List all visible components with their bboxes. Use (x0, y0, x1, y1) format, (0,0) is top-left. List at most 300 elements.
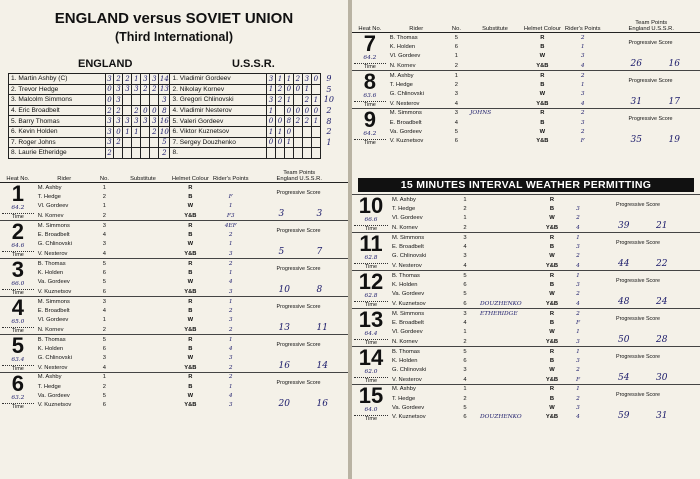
team-points-cell (250, 249, 348, 259)
helmet-colour: B (549, 281, 555, 288)
heat-time-label: Time (354, 339, 388, 346)
england-progressive-score: 26 (630, 59, 642, 69)
england-rider-score: 3 (141, 116, 150, 127)
england-rider-score: 2 (105, 148, 114, 159)
rider-points: 2 (576, 215, 580, 222)
progressive-score-label: Progressive Score (628, 115, 673, 122)
rider-number: 1 (102, 203, 107, 210)
rider-substitute (468, 118, 522, 127)
heat-number-cell (352, 233, 390, 271)
heat-rider-row (0, 401, 348, 410)
rider-number: 6 (102, 345, 107, 352)
roster-row (9, 74, 338, 85)
rider-substitute (116, 287, 170, 297)
england-progressive-score: 20 (278, 398, 290, 409)
england-rider-score: 3 (105, 137, 114, 148)
heat-number: 12 (358, 269, 384, 294)
rider-points: 3 (228, 317, 233, 324)
rider-number: 4 (102, 250, 107, 257)
rider-points: 1 (576, 386, 580, 393)
ussr-rider-name: 4. Vladimir Nesterov (170, 105, 267, 116)
roster-row (9, 148, 338, 159)
england-rider-score: 3 (150, 116, 159, 127)
heat-header-helmet: Helmet Colour (522, 20, 563, 33)
ussr-rider-score (302, 126, 311, 137)
ussr-rider-score (293, 148, 302, 159)
england-rider-score (141, 148, 150, 159)
rider-points: 3 (228, 250, 233, 257)
helmet-colour: B (540, 119, 545, 126)
england-rider-score: 3 (114, 116, 123, 127)
england-progressive-score: 35 (630, 134, 642, 145)
rider-name: B. Thomas (37, 336, 66, 343)
rider-substitute (478, 337, 538, 347)
helmet-colour: B (188, 307, 193, 314)
helmet-colour: W (549, 404, 555, 411)
heat-time-value: 63.2 (11, 395, 25, 401)
rider-substitute: DOUZHENKO (480, 300, 522, 307)
rider-number: 4 (102, 364, 107, 371)
heat-number: 2 (11, 219, 24, 244)
heat-number-cell (0, 297, 36, 335)
progressive-score-label: Progressive Score (276, 379, 321, 386)
rider-points: F (228, 193, 233, 200)
ussr-rider-name: 7. Sergey Douzhenko (170, 137, 267, 148)
rider-number: 4 (463, 319, 467, 326)
heat-header-heat: Heat No. (352, 20, 388, 33)
heat-number-cell (352, 347, 390, 385)
rider-points: 1 (580, 81, 585, 88)
rider-points: 2 (576, 253, 580, 260)
ussr-rider-score (311, 126, 320, 137)
heat-time-label: Time (354, 225, 388, 232)
rider-name: G. Chlinovski (392, 253, 427, 260)
england-rider-name: 5. Barry Thomas (9, 116, 106, 127)
helmet-colour: Y&B (545, 414, 559, 421)
programme-subtitle: (Third International) (114, 30, 234, 44)
rider-substitute (478, 328, 538, 338)
rider-number: 6 (102, 288, 107, 295)
ussr-rider-total (320, 148, 337, 159)
helmet-colour: Y&B (545, 376, 559, 383)
ussr-rider-score (293, 126, 302, 137)
rider-substitute: ETHERIDGE (480, 310, 518, 317)
rider-points: 2 (228, 374, 233, 381)
ussr-progressive-score: 17 (668, 97, 680, 107)
team-points-cell (602, 61, 700, 71)
rider-name: K. Holden (392, 281, 418, 288)
rider-name: Vl. Gordeev (389, 53, 421, 60)
heat-number: 13 (358, 307, 384, 332)
helmet-colour: B (188, 269, 193, 276)
rider-number: 3 (463, 234, 467, 241)
ussr-progressive-score: 21 (656, 221, 668, 231)
team-points-cell (250, 240, 348, 250)
england-rider-score: 2 (114, 74, 123, 85)
england-progressive-score: 31 (630, 97, 642, 107)
ussr-rider-total: 9 (326, 74, 332, 84)
heat-time-label: Time (2, 327, 34, 334)
rider-points: 2 (580, 34, 585, 41)
england-progressive-score: 48 (618, 297, 630, 307)
rider-points: 2 (580, 72, 585, 79)
rider-points: 4 (576, 300, 580, 307)
rider-substitute: DOUZHENKO (480, 414, 522, 421)
rider-substitute (116, 297, 170, 307)
rider-substitute (116, 183, 170, 193)
rider-name: N. Kornev (37, 212, 64, 219)
rider-points: 3 (576, 205, 580, 212)
helmet-colour: B (188, 193, 193, 200)
ussr-rider-score: 0 (275, 137, 284, 148)
rider-name: Vl. Gordeev (392, 215, 423, 222)
england-rider-score: 3 (123, 84, 132, 95)
helmet-colour: W (549, 329, 555, 336)
heat-time-label: Time (354, 63, 386, 70)
rider-points: 4 (228, 345, 233, 352)
rider-substitute (468, 99, 522, 109)
rider-name: Va. Gordeev (392, 291, 425, 298)
helmet-colour: R (549, 348, 555, 355)
rider-number: 1 (454, 72, 459, 79)
progressive-score-label: Progressive Score (276, 342, 321, 348)
helmet-colour: R (188, 298, 193, 305)
rider-points: 4 (228, 392, 233, 399)
rider-substitute (116, 221, 170, 231)
rider-substitute (468, 90, 522, 100)
helmet-colour: Y&B (545, 300, 559, 307)
heat-time-value: 66.0 (11, 281, 25, 287)
heat-time-value: 63.6 (363, 93, 377, 99)
heat-time-label: Time (2, 213, 34, 220)
heat-time-value: 64.2 (363, 55, 377, 61)
england-rider-score (123, 105, 132, 116)
rider-number: 1 (463, 196, 467, 203)
heat-header-points: Rider's Points (563, 20, 603, 33)
team-points-cell (590, 290, 700, 300)
england-rider-total: 16 (159, 117, 169, 126)
england-label: England (276, 176, 300, 182)
heat-number: 11 (359, 231, 383, 256)
rider-substitute (116, 192, 170, 202)
ussr-progressive-score: 28 (656, 335, 668, 345)
heat-rider-row (0, 230, 348, 240)
heat-rider-row (352, 204, 700, 214)
helmet-colour: Y&B (536, 138, 549, 145)
heat-rider-row (352, 299, 700, 309)
rider-name: V. Kuznetsov (392, 300, 426, 307)
team-points-cell (590, 252, 700, 262)
heat-rider-row (0, 354, 348, 364)
rider-name: M. Ashby (392, 386, 416, 393)
helmet-colour: B (549, 205, 555, 212)
heat-number: 8 (363, 69, 376, 94)
heat-number-cell (0, 221, 36, 259)
rider-points: 1 (576, 272, 580, 279)
ussr-rider-score: 0 (284, 126, 293, 137)
heat-header-row (352, 20, 700, 33)
england-rider-score: 1 (132, 74, 141, 85)
rider-points: 4 (580, 62, 585, 69)
progressive-score-label: Progressive Score (616, 202, 661, 208)
england-rider-score (132, 148, 141, 159)
rider-substitute (116, 211, 170, 221)
rider-name: Va. Gordeev (389, 128, 422, 135)
heat-number-cell (0, 259, 36, 297)
rider-number: 3 (102, 222, 107, 229)
rider-points: 4 (576, 414, 580, 421)
interval-banner: 15 MINUTES INTERVAL WEATHER PERMITTING (358, 178, 694, 192)
rider-name: B. Thomas (389, 34, 418, 41)
heat-rider-row (352, 137, 700, 146)
team-points-cell (590, 366, 700, 376)
rider-points: 1 (228, 383, 233, 390)
team-points-cell (590, 204, 700, 214)
team-points-cell (250, 306, 348, 316)
roster-row (9, 137, 338, 148)
england-rider-score (114, 148, 123, 159)
rider-name: E. Broadbelt (37, 307, 70, 314)
team-points-cell (590, 337, 700, 347)
england-rider-score (132, 95, 141, 106)
rider-substitute (478, 318, 538, 328)
ussr-rider-score (302, 148, 311, 159)
rider-points: 2 (580, 110, 585, 117)
england-progressive-score: 50 (618, 335, 630, 345)
ussr-rider-score: 0 (311, 105, 320, 116)
rider-points: 2 (580, 128, 585, 135)
heat-time-label: Time (354, 139, 386, 146)
ussr-rider-score: 2 (293, 74, 302, 85)
heat-time-value: 64.0 (364, 407, 378, 413)
helmet-colour: W (539, 91, 546, 98)
roster-row (9, 126, 338, 137)
rider-points: 4 (580, 100, 585, 107)
heat-rider-row (0, 202, 348, 212)
heat-rider-row (352, 394, 700, 403)
rider-name: G. Chlinovski (37, 355, 72, 362)
rider-substitute (468, 127, 522, 136)
england-rider-score: 3 (114, 95, 123, 106)
rider-points: F (580, 138, 585, 145)
progressive-score-label: Progressive Score (276, 304, 321, 310)
ussr-rider-score: 0 (266, 116, 275, 127)
ussr-rider-score: 1 (284, 95, 293, 106)
england-rider-score (123, 137, 132, 148)
england-rider-score: 3 (114, 84, 123, 95)
progressive-score-label: Progressive Score (616, 240, 661, 246)
england-progressive-score: 5 (278, 247, 285, 257)
team-roster (8, 73, 338, 159)
england-rider-score: 2 (114, 137, 123, 148)
rider-name: B. Thomas (392, 348, 420, 355)
rider-name: G. Chlinovski (389, 91, 424, 98)
helmet-colour: B (188, 231, 193, 238)
rider-substitute (116, 344, 170, 354)
rider-points: 3 (576, 404, 580, 411)
team-points-cell (602, 115, 700, 127)
heat-number: 9 (363, 107, 376, 132)
progressive-score-label: Progressive Score (616, 278, 661, 284)
england-rider-name: 6. Kevin Holden (9, 126, 106, 137)
helmet-colour: W (187, 279, 194, 286)
heat-time-label: Time (2, 403, 34, 410)
england-rider-score: 3 (105, 126, 114, 137)
team-points-cell (250, 230, 348, 240)
heat-rider-row (352, 242, 700, 252)
team-points-cell (250, 211, 348, 221)
team-points-cell (602, 80, 700, 90)
heat-rider-row (352, 99, 700, 109)
heat-time-value: 62.8 (364, 255, 378, 261)
rider-substitute (116, 382, 170, 391)
england-rider-name: 7. Roger Johns (9, 137, 106, 148)
rider-number: 2 (102, 193, 107, 200)
helmet-colour: Y&B (184, 402, 197, 409)
heat-number: 6 (11, 371, 24, 396)
roster-row (9, 84, 338, 95)
ussr-rider-score: 1 (311, 95, 320, 106)
rider-points: 2 (576, 310, 580, 317)
ussr-rider-score (311, 137, 320, 148)
rider-name: T. Hedge (392, 205, 416, 212)
england-rider-name: 3. Malcolm Simmons (9, 95, 106, 106)
ussr-rider-total: 2 (326, 127, 332, 137)
rider-name: M. Ashby (389, 72, 414, 79)
heat-rider-row (0, 382, 348, 391)
rider-points: 3 (580, 91, 585, 98)
heat-rider-row (352, 366, 700, 376)
helmet-colour: R (540, 34, 545, 41)
rider-points: 3 (228, 355, 233, 362)
england-rider-score: 2 (132, 105, 141, 116)
helmet-colour: B (549, 319, 555, 326)
rider-name: T. Hedge (37, 193, 61, 200)
helmet-colour: W (539, 128, 546, 135)
ussr-rider-score: 2 (275, 84, 284, 95)
england-rider-score (141, 137, 150, 148)
rider-number: 2 (454, 62, 459, 69)
rider-points: 1 (576, 329, 580, 336)
england-rider-score: 2 (150, 84, 159, 95)
rider-points: 2 (228, 364, 233, 371)
ussr-rider-score: 1 (275, 126, 284, 137)
ussr-rider-score: 2 (302, 116, 311, 127)
team-points-cell (590, 318, 700, 328)
ussr-rider-name: 3. Gregori Chlinovski (170, 95, 267, 106)
team-points-cell (250, 202, 348, 212)
ussr-rider-score: 1 (302, 84, 311, 95)
england-progressive-score: 54 (618, 373, 630, 383)
heat-time-label: Time (2, 289, 34, 296)
team-points-cell (602, 134, 700, 146)
rider-name: N. Kornev (392, 224, 418, 231)
england-rider-score (150, 137, 159, 148)
right-page (352, 0, 700, 479)
ussr-rider-score: 8 (284, 116, 293, 127)
rider-name: V. Nesterov (389, 100, 420, 107)
rider-name: M. Simmons (392, 310, 425, 317)
helmet-colour: R (188, 336, 193, 343)
heat-time-value: 62.8 (364, 293, 378, 299)
rider-name: E. Broadbelt (389, 119, 422, 126)
helmet-colour: W (187, 355, 194, 362)
rider-substitute (116, 230, 170, 240)
heat-header-team-points (250, 170, 348, 183)
rider-name: B. Thomas (392, 272, 420, 279)
rider-points: 3 (580, 53, 585, 60)
rider-name: Va. Gordeev (37, 279, 70, 286)
ussr-rider-score: 2 (302, 95, 311, 106)
rider-substitute (468, 33, 522, 43)
rider-number: 1 (454, 53, 459, 60)
england-rider-name: 4. Eric Broadbelt (9, 105, 106, 116)
rider-number: 3 (454, 110, 459, 117)
england-rider-name: 8. Laurie Etheridge (9, 148, 106, 159)
england-rider-total: 8 (159, 105, 170, 116)
rider-substitute (116, 335, 170, 345)
team-points-cell (602, 42, 700, 52)
england-rider-score: 2 (114, 105, 123, 116)
progressive-score-label: Progressive Score (276, 228, 321, 234)
rider-points: 1 (228, 269, 233, 276)
rider-points: 3 (580, 119, 585, 126)
ussr-rider-score: 1 (275, 74, 284, 85)
helmet-colour: B (540, 81, 545, 88)
rider-number: 5 (454, 34, 459, 41)
rider-number: 6 (463, 300, 467, 307)
ussr-rider-score: 0 (302, 105, 311, 116)
ussr-rider-name: 8. (170, 148, 267, 159)
england-rider-score: 0 (114, 126, 123, 137)
rider-name: V. Kuznetsov (37, 288, 72, 295)
rider-name: M. Simmons (37, 222, 70, 229)
rider-number: 5 (102, 336, 107, 343)
england-rider-total: 5 (159, 137, 170, 148)
rider-number: 5 (102, 260, 107, 267)
heat-rider-row (352, 318, 700, 328)
heat-rider-row (0, 211, 348, 221)
rider-number: 4 (463, 243, 467, 250)
helmet-colour: B (549, 243, 555, 250)
ussr-rider-total: 2 (326, 106, 332, 116)
england-rider-score (150, 95, 159, 106)
helmet-colour: W (187, 203, 194, 210)
rider-number: 6 (454, 138, 459, 145)
rider-number: 6 (463, 281, 467, 288)
rider-points: 1 (228, 241, 233, 248)
england-progressive-score: 13 (278, 323, 290, 333)
rider-name: K. Holden (37, 269, 64, 276)
rider-substitute (478, 385, 538, 394)
ussr-rider-name: 5. Valeri Gordeev (170, 116, 267, 127)
team-points-cell (590, 299, 700, 309)
rider-substitute (478, 214, 538, 224)
progressive-score-label: Progressive Score (628, 78, 673, 84)
team-points-cell (590, 280, 700, 290)
helmet-colour: R (188, 184, 193, 191)
england-rider-score (150, 148, 159, 159)
rider-substitute (478, 223, 538, 233)
rider-substitute (116, 401, 170, 410)
rider-name: N. Kornev (389, 62, 416, 69)
heat-header-sub: Substitute (116, 170, 170, 183)
ussr-rider-score: 0 (284, 84, 293, 95)
ussr-rider-score: 0 (311, 74, 320, 85)
ussr-rider-name: 1. Vladimir Gordeev (170, 74, 267, 85)
helmet-colour: Y&B (184, 250, 197, 257)
england-rider-score: 3 (105, 74, 114, 85)
